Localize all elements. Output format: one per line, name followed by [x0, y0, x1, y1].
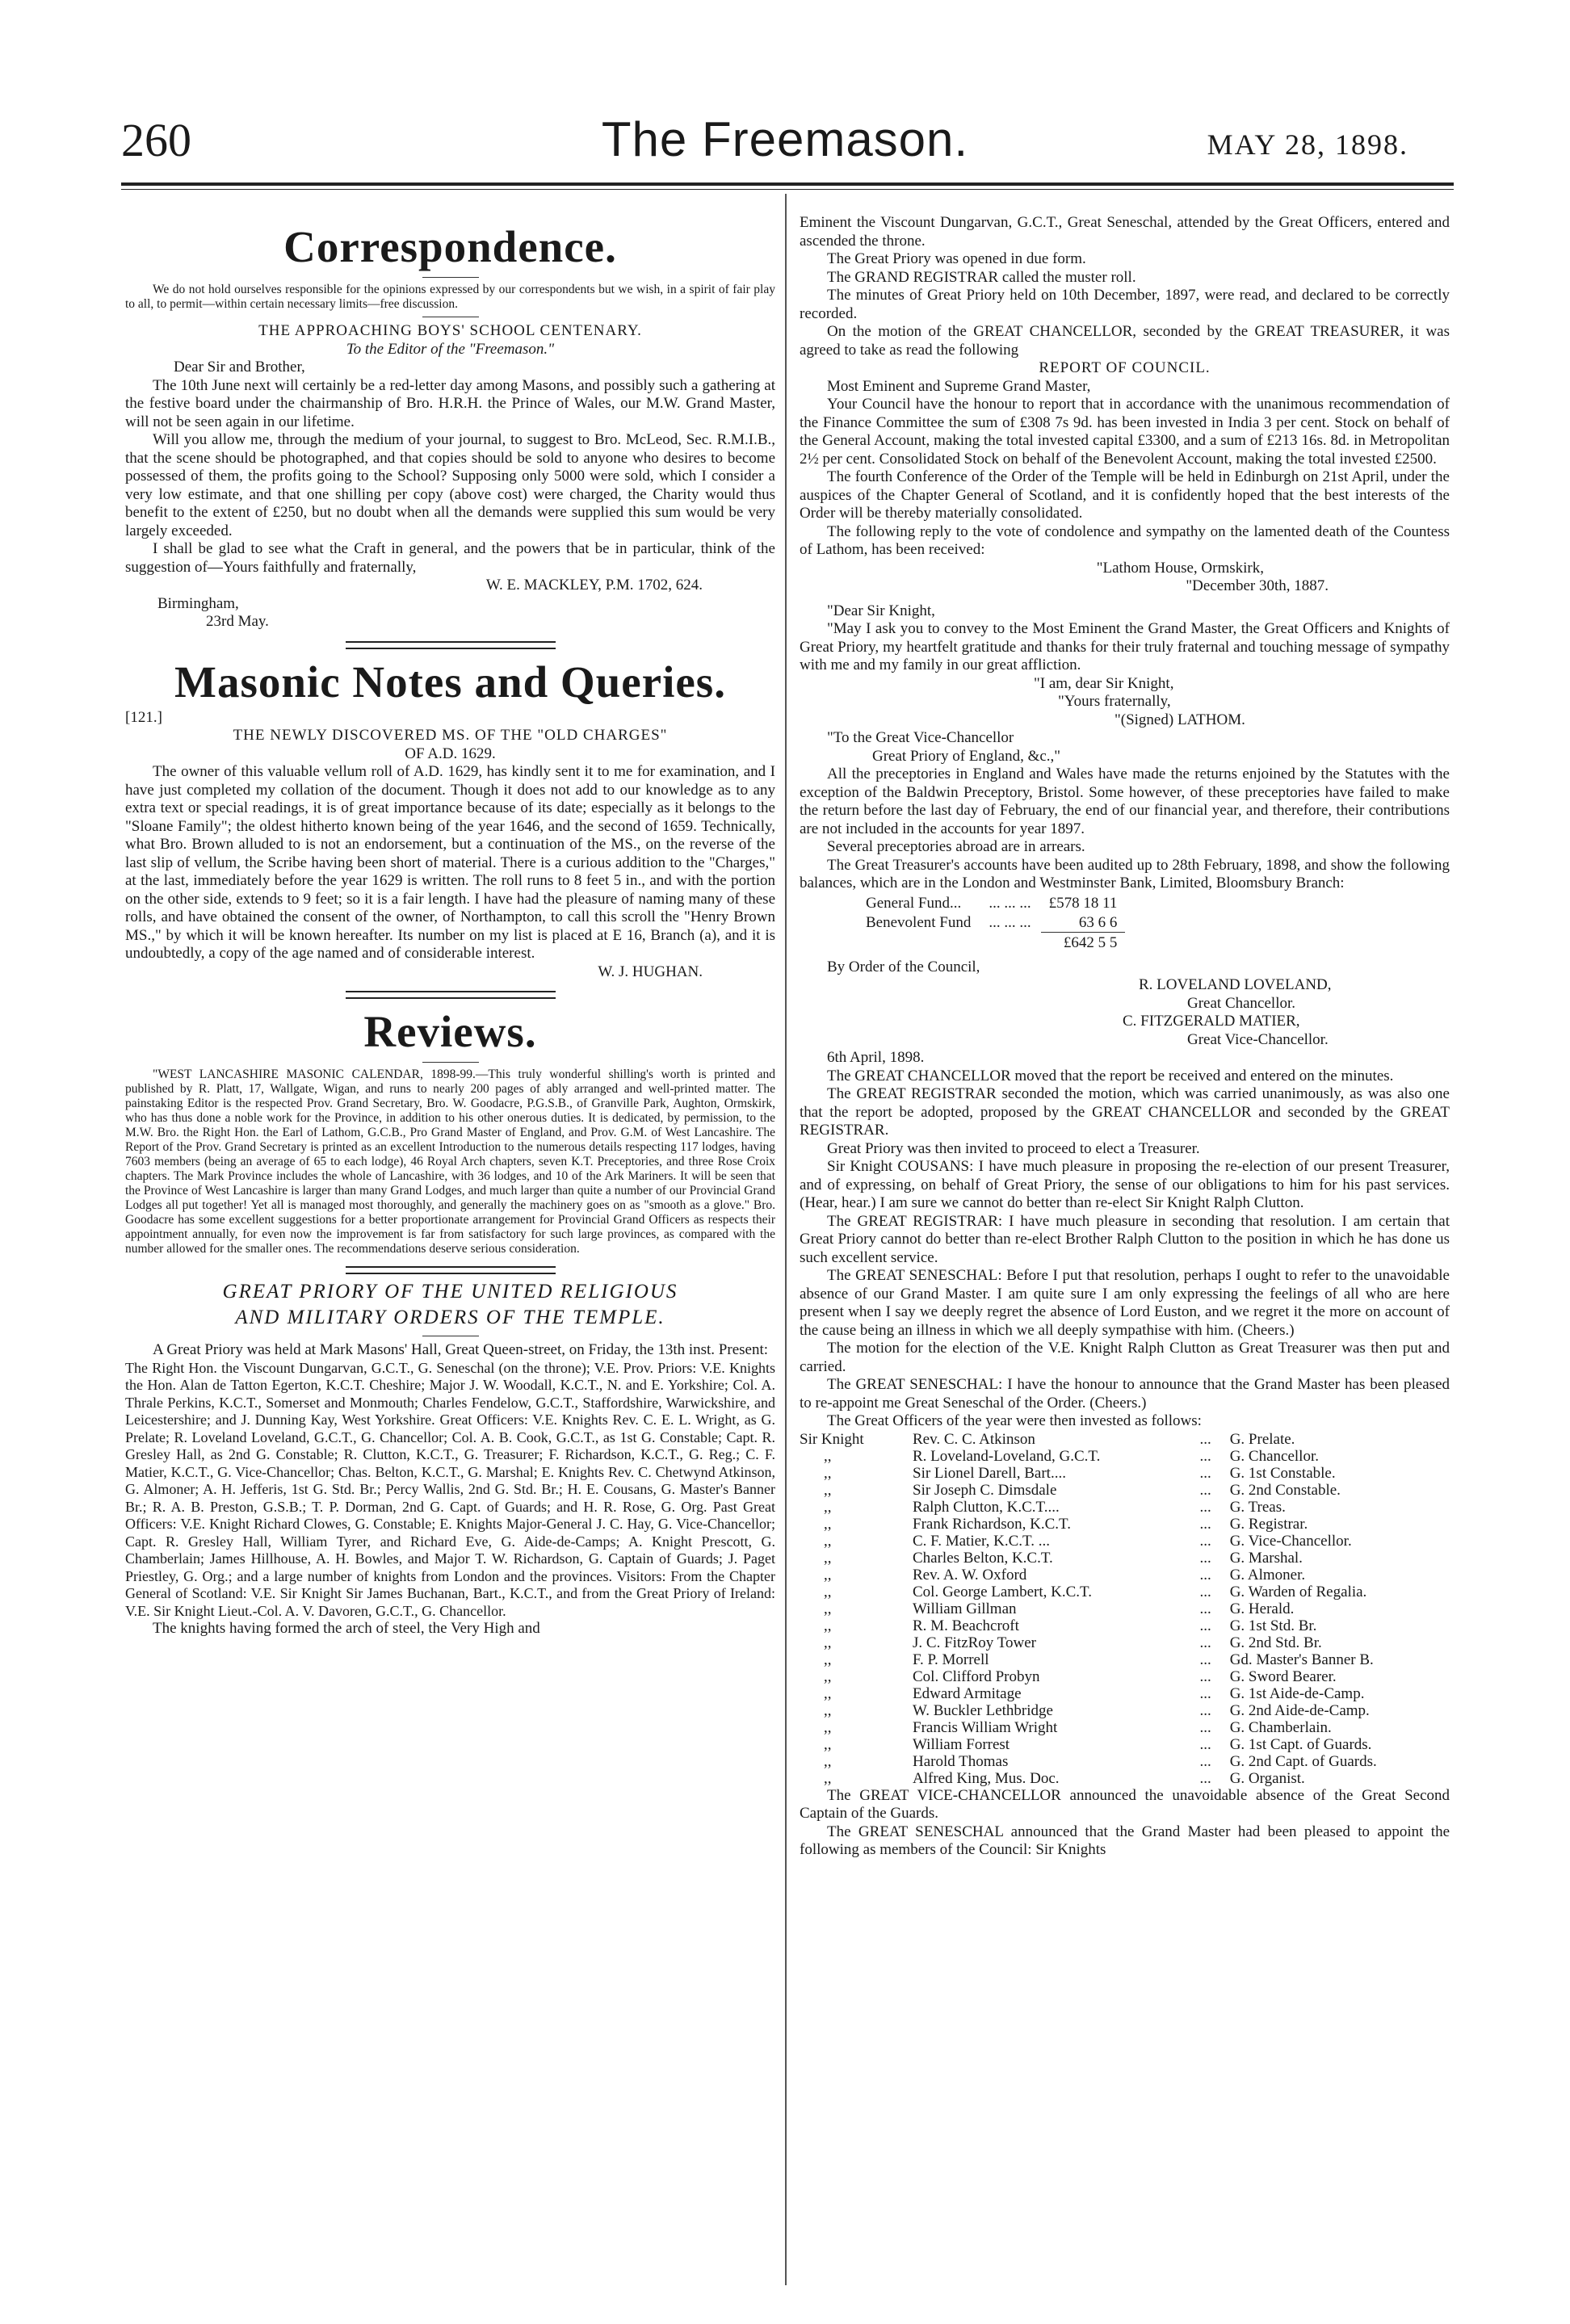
report-paragraph: The Great Treasurer's accounts have been audited up to 28th February, 1898, and show the following balances, which are in the London and Westminster Bank, Limited, Bloomsbury Branch: [800, 856, 1450, 891]
ledger-label: General Fund... [866, 894, 962, 912]
officer-prefix: ,, [824, 1752, 832, 1770]
officer-prefix: ,, [824, 1684, 832, 1702]
council-date: 6th April, 1898. [827, 1049, 925, 1066]
priory-paragraph: The Great Priory was opened in due form. [827, 250, 1086, 267]
officer-dots: ... [1199, 1498, 1211, 1516]
officer-dots: ... [1199, 1718, 1211, 1736]
council-signature: C. FITZGERALD MATIER, [1123, 1013, 1300, 1030]
officer-dots: ... [1199, 1583, 1211, 1600]
officer-title: G. 2nd Std. Br. [1229, 1634, 1322, 1651]
officer-title: G. Registrar. [1229, 1515, 1308, 1533]
query-number: [121.] [125, 708, 162, 726]
officer-dots: ... [1199, 1701, 1211, 1719]
table-row [800, 1448, 1450, 1465]
masthead [0, 0, 1570, 186]
report-paragraph: The fourth Conference of the Order of the Temple will be held in Edinburgh on 21st April, under the auspices of the Chapter General of Scotland, and it is confidently hoped that the best interests of the Order will be thereby materially consolidated. [800, 468, 1450, 522]
masthead-rule-thin [121, 189, 1454, 190]
ledger-dots: ... ... ... [989, 914, 1031, 931]
table-row [800, 1651, 1450, 1668]
query-subheading: THE NEWLY DISCOVERED MS. OF THE "OLD CHARGES" [233, 727, 668, 744]
officer-name: W. Buckler Lethbridge [913, 1701, 1053, 1719]
letter-body: "May I ask you to convey to the Most Eminent the Grand Master, the Great Officers and Knights of Great Priory, my heartfelt gratitude and thanks for their truly fraternal and touching message of sympathy with me and my family in our great affliction. [800, 620, 1450, 673]
officer-name: Sir Joseph C. Dimsdale [913, 1481, 1057, 1499]
right-column [800, 214, 1450, 1860]
officer-title: G. 1st Capt. of Guards. [1229, 1735, 1372, 1753]
letter-recipient: Great Priory of England, &c.," [872, 747, 1061, 765]
table-row [800, 1499, 1450, 1516]
officer-prefix: ,, [824, 1532, 832, 1550]
table-row [858, 934, 1125, 952]
query-body: The owner of this valuable vellum roll of A.D. 1629, has kindly sent it to me for examination, and I have just completed my collation of the document. Though it does not add to our knowledge as to any extra text or special readings, it is of great importance because of its date; especially as it belongs to the "Sloane Family"; the oldest hitherto known being of the year 1646, and the second of 1659. Technically, what Bro. Brown alluded to is not an endorsement, but a continuation of the MS., on the reverse of the last slip of vellum, the Scribe having been short of material. There is a curious addition to the "Charges," at the last, immediately before the year 1629 is written. The roll runs to 8 feet 5 in., and with the portion on the other side, extends to 9 feet; so it is a fair length. I have had the pleasure of naming many of these rolls, and have obtained the consent of the owner, of Northampton, to call this scroll the "Henry Brown MS.," by which it will be known hereafter. Its number on my list is placed at E 16, Branch (a), and it is undoubtedly, a copy of the age named and of considerable interest. [125, 763, 775, 962]
priory-paragraph: The minutes of Great Priory held on 10th December, 1897, were read, and declared to be correctly recorded. [800, 287, 1450, 322]
officer-title: G. Organist. [1229, 1769, 1305, 1787]
letter-paragraph: I shall be glad to see what the Craft in general, and the powers that be in particular, think of the suggestion of—Yours faithfully and fraternally, [125, 540, 775, 576]
council-signature: R. LOVELAND LOVELAND, [1139, 976, 1332, 993]
officer-title: G. Treas. [1229, 1498, 1286, 1516]
letter-addressee: To the Editor of the "Freemason." [346, 340, 555, 358]
officers-table [800, 1431, 1450, 1787]
officer-name: C. F. Matier, K.C.T. ... [913, 1532, 1050, 1550]
priory-paragraph: The GREAT SENESCHAL: I have the honour to announce that the Grand Master has been pleased to re-appoint me Great Seneschal of the Order. (Cheers.) [800, 1376, 1450, 1412]
letter-salutation: "Dear Sir Knight, [827, 602, 935, 619]
table-row [858, 895, 1125, 912]
officer-dots: ... [1199, 1481, 1211, 1499]
priory-paragraph: The GREAT SENESCHAL announced that the Grand Master had been pleased to appoint the following as members of the Council: Sir Knights [800, 1823, 1450, 1858]
divider [422, 277, 479, 278]
table-row [800, 1550, 1450, 1567]
priory-paragraph: The GREAT VICE-CHANCELLOR announced the unavoidable absence of the Great Second Captain of the Guards. [800, 1786, 1450, 1822]
officer-dots: ... [1199, 1447, 1211, 1465]
officer-prefix: ,, [824, 1701, 832, 1719]
officer-title: G. Herald. [1229, 1600, 1295, 1617]
officer-dots: ... [1199, 1430, 1211, 1448]
report-paragraph: All the preceptories in England and Wales have made the returns enjoined by the Statutes with the exception of the Baldwin Preceptory, Bristol. Some however, of these preceptories have failed to make the return before the last day of February, the end of our financial year, and therefore, their contributions are not included in the accounts for year 1897. [800, 766, 1450, 837]
letter-address-date: "December 30th, 1887. [1186, 577, 1329, 594]
priory-present-list: The Right Hon. the Viscount Dungarvan, G.C.T., G. Seneschal (on the throne); V.E. Prov. Priors: V.E. Knights the Hon. Alan de Tatton Egerton, K.C.T. Cheshire; Major J. W. Woodall, K.C.T., N. and E. Yorkshire; Col. A. Thrale Perkins, K.C.T., Somerset and Monmouth; Charles Fendelow, G.C.T., Staffordshire, Warwickshire, and Leicestershire; and J. Dunning Kay, West Yorkshire. Great Officers: V.E. Knights Rev. C. E. L. Wright, as G. Prelate; R. Loveland Loveland, G.C.T., G. Chancellor; Col. A. B. Cook, G.C.T., as 1st G. Constable; Capt. R. Gresley Hall, as 2nd G. Constable; R. Clutton, K.C.T., G. Treasurer; F. Richardson, K.C.T., G. Reg.; C. F. Matier, K.C.T., G. Vice-Chancellor; Chas. Belton, K.C.T., G. Marshal; E. Knights Rev. C. Chetwynd Atkinson, G. Almoner; A. H. Jefferis, 1st G. Std. Br.; Percy Wallis, 2nd G. Std. Br.; H. E. Cousans, G. Master's Banner Br.; R. A. B. Preston, G.S.B.; T. P. Dorman, 2nd G. Capt. of Guards; and H. R. Rose, G. Org. Past Great Officers: V.E. Knight Richard Clowes, G. Constable; E. Knights Major-General J. C. Hay, G. Vice-Chancellor; Capt. R. Gresley Hall, William Tyrer, and Richard Eve, G. Aide-de-Camps; A. Knight Prescott, G. Chamberlain; James Hillhouse, A. H. Bowles, and Major T. W. Richardson, G. Captain of Guards; J. Paget Priestley, G. Org.; and a large number of knights from London and the provinces. Visitors: From the Chapter General of Scotland: V.E. Sir Knight Sir James Buchanan, Bart., K.C.T., and from the Great Priory of Ireland: V.E. Sir Knight Lieut.-Col. A. V. Davoren, G.C.T., G. Chancellor. [125, 1359, 775, 1619]
ledger-amount: 63 6 6 [1041, 914, 1126, 933]
officer-prefix: ,, [824, 1769, 832, 1787]
table-row [800, 1482, 1450, 1499]
ledger-label: Benevolent Fund [866, 914, 972, 931]
left-column [125, 214, 775, 1638]
officer-name: R. Loveland-Loveland, G.C.T. [913, 1447, 1101, 1465]
report-paragraph: Several preceptories abroad are in arrears. [827, 838, 1085, 855]
letter-title: THE APPROACHING BOYS' SCHOOL CENTENARY. [258, 322, 642, 339]
officer-prefix: ,, [824, 1718, 832, 1736]
officer-prefix: ,, [824, 1464, 832, 1482]
ledger-dots: ... ... ... [989, 894, 1031, 912]
officer-name: William Gillman [913, 1600, 1017, 1617]
priory-paragraph: The GREAT REGISTRAR seconded the motion, which was carried unanimously, as was also one that the report be adopted, proposed by the GREAT CHANCELLOR and seconded by the GREAT REGISTRAR. [800, 1085, 1450, 1139]
officer-dots: ... [1199, 1515, 1211, 1533]
section-rule [346, 641, 556, 649]
officer-prefix: ,, [824, 1600, 832, 1617]
divider [422, 1062, 479, 1063]
officer-dots: ... [1199, 1566, 1211, 1584]
table-row [800, 1516, 1450, 1533]
officer-dots: ... [1199, 1634, 1211, 1651]
table-row [800, 1584, 1450, 1600]
officer-prefix: ,, [824, 1634, 832, 1651]
officer-name: Rev. A. W. Oxford [913, 1566, 1027, 1584]
ledger-amount: £578 18 11 [1048, 894, 1118, 912]
officer-prefix: ,, [824, 1481, 832, 1499]
letter-paragraph: The 10th June next will certainly be a red-letter day among Masons, and possibly such a gathering at the festive board under the chairmanship of Bro. H.R.H. the Prince of Wales, our M.W. Grand Master, will not be seen again in our lifetime. [125, 376, 775, 430]
council-signature-title: Great Vice-Chancellor. [1187, 1030, 1329, 1048]
officer-dots: ... [1199, 1532, 1211, 1550]
officer-prefix: ,, [824, 1651, 832, 1668]
officer-title: Gd. Master's Banner B. [1229, 1651, 1374, 1668]
priory-paragraph: Sir Knight COUSANS: I have much pleasure in proposing the re-election of our present Treasurer, and of expressing, on behalf of Great Priory, the sense of our obligations to him for his past services. (Hear, hear.) I am sure we cannot do better than re-elect Sir Knight Ralph Clutton. [800, 1158, 1450, 1211]
officer-title: G. Warden of Regalia. [1229, 1583, 1367, 1600]
table-row [800, 1600, 1450, 1617]
notes-queries-section [125, 657, 775, 1000]
officer-dots: ... [1199, 1667, 1211, 1685]
report-paragraph: The following reply to the vote of condolence and sympathy on the lamented death of the Countess of Lathom, has been received: [800, 522, 1450, 558]
table-row [800, 1736, 1450, 1753]
officer-title: G. Prelate. [1229, 1430, 1295, 1448]
letter-close: "Yours fraternally, [1058, 693, 1171, 710]
table-row [800, 1634, 1450, 1651]
officer-name: Ralph Clutton, K.C.T.... [913, 1498, 1060, 1516]
officer-name: Col. George Lambert, K.C.T. [913, 1583, 1092, 1600]
section-rule [346, 991, 556, 999]
council-signature-title: Great Chancellor. [1187, 994, 1296, 1012]
table-row [800, 1567, 1450, 1584]
letter-date: 23rd May. [206, 613, 269, 630]
officer-prefix: ,, [824, 1667, 832, 1685]
query-signature: W. J. HUGHAN. [598, 963, 703, 980]
disclaimer: We do not hold ourselves responsible for the opinions expressed by our correspondents but we wish, in a spirit of fair play to all, to permit—within certain necessary limits—free discussion. [125, 283, 775, 311]
officer-name: Sir Lionel Darell, Bart.... [913, 1464, 1066, 1482]
officer-name: Col. Clifford Probyn [913, 1667, 1040, 1685]
letter-place: Birmingham, [157, 594, 239, 612]
section-heading-correspondence: Correspondence. [283, 222, 617, 271]
officer-title: G. 1st Std. Br. [1229, 1617, 1317, 1634]
report-heading: REPORT OF COUNCIL. [1039, 359, 1211, 376]
officer-prefix: ,, [824, 1566, 832, 1584]
priory-intro: A Great Priory was held at Mark Masons' Hall, Great Queen-street, on Friday, the 13th inst. Present: [153, 1341, 769, 1358]
priory-paragraph: The GREAT REGISTRAR: I have much pleasure in seconding that resolution. I am certain that Great Priory cannot do better than re-elect Brother Ralph Clutton to the position in which he has done us such excellent service. [800, 1212, 1450, 1266]
officer-prefix: ,, [824, 1447, 832, 1465]
officer-dots: ... [1199, 1769, 1211, 1787]
table-row [800, 1719, 1450, 1736]
section-rule [346, 1266, 556, 1274]
query-subheading-year: OF A.D. 1629. [405, 745, 496, 762]
officer-dots: ... [1199, 1549, 1211, 1567]
officer-name: Alfred King, Mus. Doc. [913, 1769, 1060, 1787]
letter-recipient: "To the Great Vice-Chancellor [827, 729, 1014, 746]
table-row [800, 1668, 1450, 1685]
letter-signature: W. E. MACKLEY, P.M. 1702, 624. [485, 577, 703, 594]
table-row [800, 1770, 1450, 1787]
table-row [800, 1465, 1450, 1482]
officer-name: F. P. Morrell [913, 1651, 989, 1668]
great-priory-section [125, 1279, 775, 1638]
priory-continuation: The knights having formed the arch of steel, the Very High and [153, 1620, 540, 1637]
priory-paragraph: The GREAT SENESCHAL: Before I put that resolution, perhaps I ought to refer to the unavoidable absence of our Grand Master. I am quite sure I am only expressing the feelings of all who are here present when I say we deeply regret the absence of Lord Euston, and we regret it the more on account of the cause being an illness in which we all deeply sympathise with him. (Cheers.) [800, 1267, 1450, 1339]
officer-prefix: Sir Knight [800, 1430, 864, 1448]
report-salutation: Most Eminent and Supreme Grand Master, [827, 377, 1091, 395]
reviews-section [125, 1007, 775, 1274]
officer-name: R. M. Beachcroft [913, 1617, 1019, 1634]
officer-dots: ... [1199, 1651, 1211, 1668]
table-row [800, 1685, 1450, 1702]
priory-paragraph: On the motion of the GREAT CHANCELLOR, seconded by the GREAT TREASURER, it was agreed to take as read the following [800, 323, 1450, 359]
officer-title: G. Chamberlain. [1229, 1718, 1332, 1736]
table-row [800, 1702, 1450, 1719]
officer-title: G. 1st Constable. [1229, 1464, 1336, 1482]
report-paragraph: Your Council have the honour to report that in accordance with the unanimous recommendation of the Finance Committee the sum of £308 7s 9d. has been invested in India 3 per cent. Stock on behalf of the General Account, making the total invested capital £3300, and a sum of £213 16s. 8d. in Metropolitan 2½ per cent. Consolidated Stock on behalf of the Benevolent Account, making the total invested £2500. [800, 396, 1450, 468]
correspondence-section [125, 222, 775, 649]
officer-title: G. Chancellor. [1229, 1447, 1319, 1465]
officer-title: G. 1st Aide-de-Camp. [1229, 1684, 1365, 1702]
officer-title: G. 2nd Capt. of Guards. [1229, 1752, 1377, 1770]
priory-paragraph: The GREAT CHANCELLOR moved that the report be received and entered on the minutes. [827, 1067, 1394, 1084]
officer-dots: ... [1199, 1617, 1211, 1634]
officer-title: G. 2nd Aide-de-Camp. [1229, 1701, 1370, 1719]
officer-title: G. 2nd Constable. [1229, 1481, 1341, 1499]
officer-title: G. Almoner. [1229, 1566, 1306, 1584]
letter-salutation: Dear Sir and Brother, [174, 359, 305, 375]
officer-dots: ... [1199, 1752, 1211, 1770]
officer-name: William Forrest [913, 1735, 1010, 1753]
officer-title: G. Sword Bearer. [1229, 1667, 1337, 1685]
officer-title: G. Marshal. [1229, 1549, 1303, 1567]
table-row [800, 1431, 1450, 1448]
column-divider [785, 194, 787, 2285]
great-priory-heading-line2: AND MILITARY ORDERS OF THE TEMPLE. [235, 1307, 665, 1328]
officer-dots: ... [1199, 1735, 1211, 1753]
great-priory-heading: GREAT PRIORY OF THE UNITED RELIGIOUS [222, 1281, 678, 1303]
issue-date: MAY 28, 1898. [1207, 128, 1408, 161]
letter-signed: "(Signed) LATHOM. [1115, 711, 1245, 728]
officer-prefix: ,, [824, 1498, 832, 1516]
officer-name: Frank Richardson, K.C.T. [913, 1515, 1071, 1533]
page-number: 260 [121, 114, 191, 166]
officer-prefix: ,, [824, 1549, 832, 1567]
table-row [858, 914, 1125, 933]
officer-prefix: ,, [824, 1735, 832, 1753]
officer-title: G. Vice-Chancellor. [1229, 1532, 1352, 1550]
section-heading-reviews: Reviews. [363, 1007, 537, 1056]
officer-prefix: ,, [824, 1515, 832, 1533]
letter-paragraph: Will you allow me, through the medium of your journal, to suggest to Bro. McLeod, Sec. R.M.I.B., that the scene should be photographed, and that copies should be sold to anyone who desires to become possessed of them, the profits going to the School? Supposing only 5000 were sold, which I consider a very low estimate, and that one shilling per copy (above cost) were charged, the Charity would thus benefit to the extent of £250, but no doubt when all the demands were supplied this sum would be very largely exceeded. [125, 431, 775, 539]
table-row [800, 1617, 1450, 1634]
officer-name: Rev. C. C. Atkinson [913, 1430, 1035, 1448]
priory-paragraph: Eminent the Viscount Dungarvan, G.C.T., Great Seneschal, attended by the Great Officers, entered and ascended the throne. [800, 214, 1450, 250]
table-row [800, 1753, 1450, 1770]
officer-dots: ... [1199, 1684, 1211, 1702]
masthead-rule-thick [121, 182, 1454, 186]
officer-dots: ... [1199, 1464, 1211, 1482]
priory-paragraph: The GRAND REGISTRAR called the muster roll. [827, 268, 1136, 286]
section-heading-notes-queries: Masonic Notes and Queries. [174, 657, 726, 707]
table-row [800, 1533, 1450, 1550]
officer-name: Francis William Wright [913, 1718, 1058, 1736]
officer-dots: ... [1199, 1600, 1211, 1617]
letter-close: "I am, dear Sir Knight, [1034, 674, 1174, 692]
review-body: "WEST LANCASHIRE MASONIC CALENDAR, 1898-99.—This truly wonderful shilling's worth is printed and published by R. Platt, 17, Wallgate, Wigan, and runs to nearly 200 pages of ably arranged and well-printed matter. The painstaking Editor is the respected Prov. Grand Secretary, Bro. W. Goodacre, P.G.S.B., of Granville Park, Aughton, Ormskirk, who has thus done a noble work for the Province, in addition to his other onerous duties. It is dedicated, by permission, to the M.W. Bro. the Right Hon. the Earl of Lathom, G.C.B., Pro Grand Master of England, and Prov. G.M. of West Lancashire. The Report of the Prov. Grand Secretary is printed as an excellent Introduction to the numerous details respecting 117 lodges, having 7603 members (being an average of 65 to each lodge), 46 Royal Arch chapters, seven K.T. Preceptories, and three Rose Croix chapters. The Mark Province includes the whole of Lancashire, with 36 lodges, and 10 of the Ark Mariners. It will be seen that the Province of West Lancashire is larger than many Grand Lodges, and much larger than quite a number of our Provincial Grand Lodges all put together! Yet all is managed most thoroughly, and generally the machinery goes on as "smooth as a glove." Bro. Goodacre has some excellent suggestions for a better proportionate arrangement for Provincial Grand Officers as respects their appointment annually, for even now the improvement is far from satisfactory for such large provinces, as compared with the number allowed for the smaller ones. The recommendations deserve serious consideration. [125, 1068, 775, 1256]
council-order: By Order of the Council, [827, 958, 980, 975]
officer-name: J. C. FitzRoy Tower [913, 1634, 1036, 1651]
priory-paragraph: The motion for the election of the V.E. Knight Ralph Clutton as Great Treasurer was then put and carried. [800, 1340, 1450, 1375]
ledger-total: £642 5 5 [1063, 933, 1118, 951]
officer-prefix: ,, [824, 1617, 832, 1634]
newspaper-title: The Freemason. [601, 112, 969, 166]
priory-paragraph: The Great Officers of the year were then invested as follows: [827, 1412, 1202, 1429]
officer-name: Harold Thomas [913, 1752, 1009, 1770]
officer-name: Edward Armitage [913, 1684, 1022, 1702]
officer-name: Charles Belton, K.C.T. [913, 1549, 1053, 1567]
letter-address: "Lathom House, Ormskirk, [1096, 559, 1264, 577]
balances-table [856, 893, 1127, 954]
officer-prefix: ,, [824, 1583, 832, 1600]
priory-paragraph: Great Priory was then invited to proceed to elect a Treasurer. [827, 1139, 1200, 1157]
